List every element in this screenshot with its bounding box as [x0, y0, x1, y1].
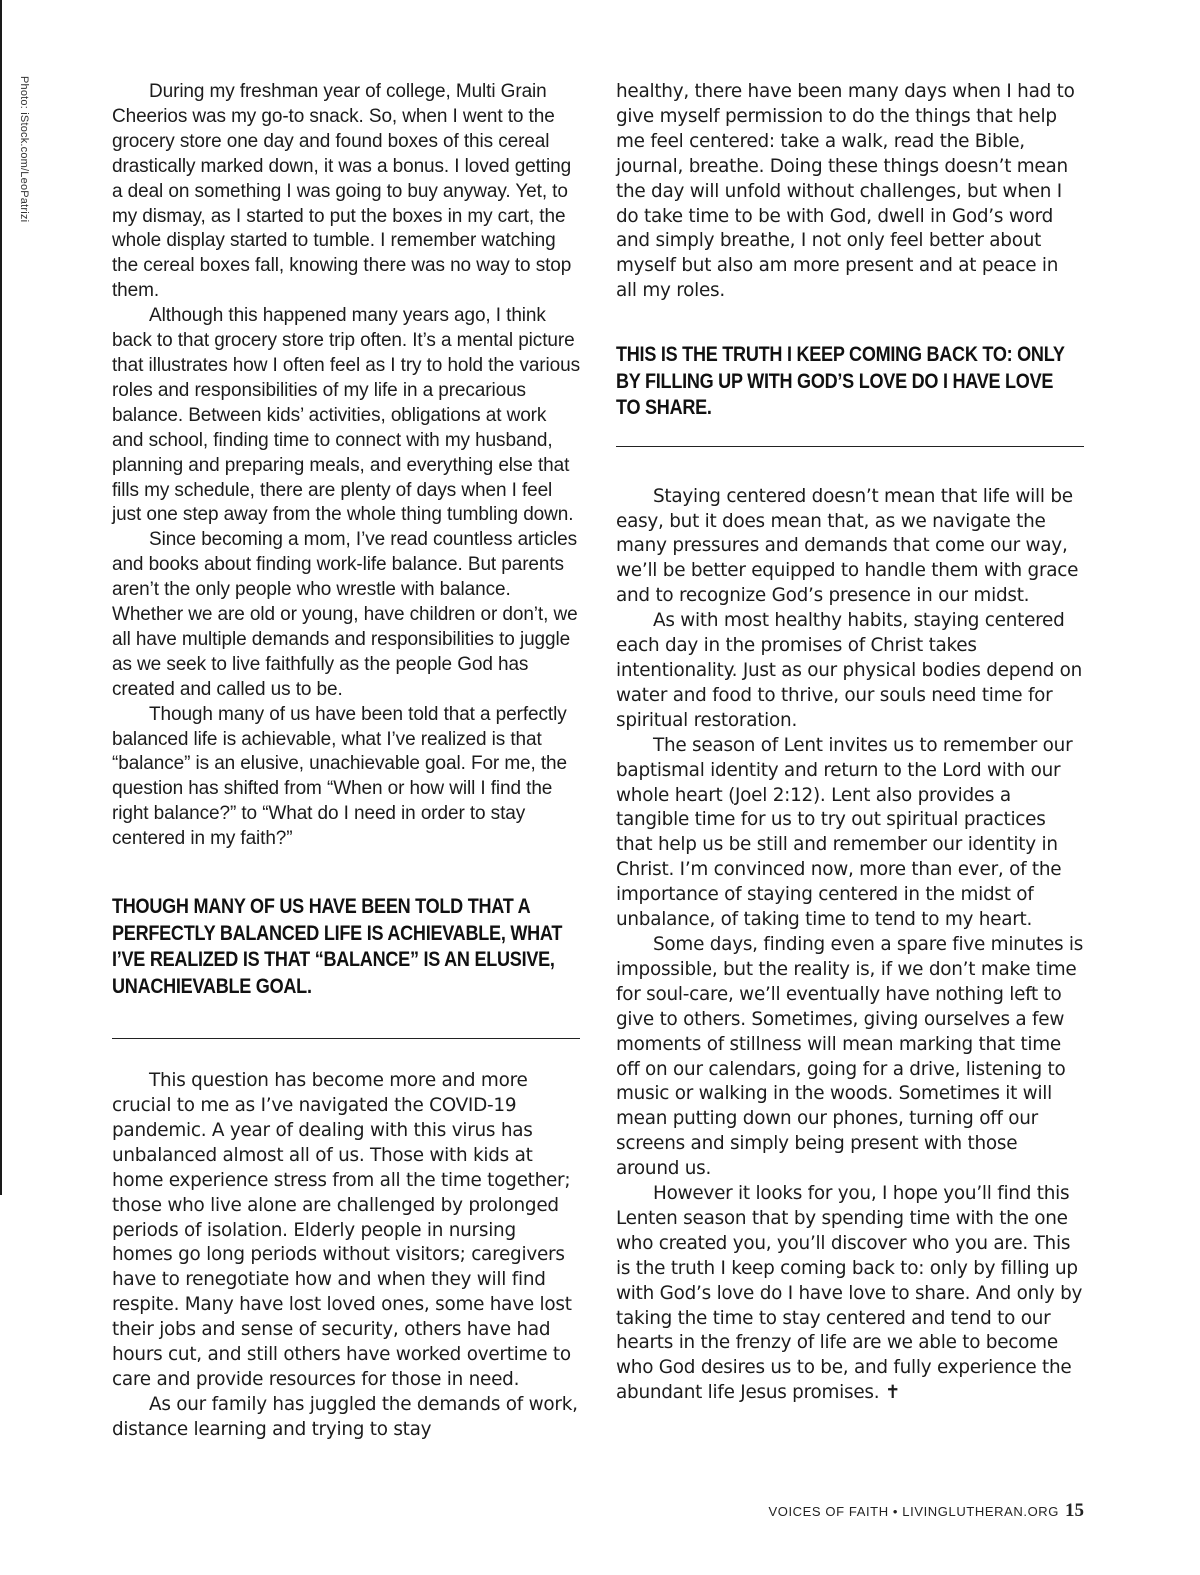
body-paragraph: As our family has juggled the demands of work, distance learning and trying to stay	[112, 1393, 578, 1440]
left-column	[112, 80, 580, 1443]
body-paragraph: healthy, there have been many days when I had to give myself permission to do the things that help me feel centered: take a walk, read the Bible, journal, breathe. Doing these things doesn’t mean the day will unfold without challenges, but when I do take time to be with God, dwell in God’s word and simply breathe, I not only feel better about myself but also am more present and at peace in all my roles.	[616, 81, 1075, 302]
body-paragraph: Although this happened many years ago, I think back to that grocery store trip often. It’s a mental picture that illustrates how I often feel as I try to hold the various roles and responsibilities of my life in a precarious balance. Between kids’ activities, obligations at work and school, finding time to connect with my husband, planning and preparing meals, and everything else that fills my schedule, there are plenty of days when I feel just one step away from the whole thing tumbling down.	[112, 305, 580, 526]
photo-credit: Photo: iStock.com/LeoPatrizi	[18, 76, 30, 223]
page-footer	[768, 1500, 1084, 1522]
page-edge-line	[0, 0, 2, 1195]
body-paragraph: Since becoming a mom, I’ve read countless articles and books about finding work-life balance. But parents aren’t the only people who wrestle with balance. Whether we are old or young, have children or don’t, we all have multiple demands and responsibilities to juggle as we seek to live faithfully as the people God has created and called us to be.	[112, 529, 578, 700]
pull-quote: THIS IS THE TRUTH I KEEP COMING BACK TO: ONLY BY FILLING UP WITH GOD’S LOVE DO I HAVE LOVE TO SHARE.	[616, 343, 1065, 420]
footer-label: VOICES OF FAITH • LIVINGLUTHERAN.ORG	[768, 1504, 1059, 1519]
body-paragraph: However it looks for you, I hope you’ll find this Lenten season that by spending time with the one who created you, you’ll discover who you are. This is the truth I keep coming back to: only by filling up with God’s love do I have love to share. And only by taking the time to stay centered and tend to our hearts in the frenzy of life are we able to become who God desires us to be, and fully experience the abundant life Jesus promises. ✝	[616, 1183, 1083, 1404]
body-paragraph: As with most healthy habits, staying centered each day in the promises of Christ takes intentionality. Just as our physical bodies depend on water and food to thrive, our souls need time for spiritual restoration.	[616, 610, 1083, 731]
body-paragraph: Though many of us have been told that a perfectly balanced life is achievable, what I’ve realized is that “balance” is an elusive, unachievable goal. For me, the question has shifted from “When or how will I find the right balance?” to “What do I need in order to stay centered in my faith?”	[112, 703, 567, 850]
page-number: 15	[1065, 1500, 1084, 1521]
body-paragraph: Staying centered doesn’t mean that life will be easy, but it does mean that, as we navigate the many pressures and demands that come our way, we’ll be better equipped to handle them with grace and to recognize God’s presence in our midst.	[616, 485, 1079, 607]
body-paragraph: Some days, finding even a spare five minutes is impossible, but the reality is, if we don’t make time for soul-care, we’ll eventually have nothing left to give to others. Sometimes, giving ourselves a few moments of stillness will mean marking that time off on our calendars, going for a drive, listening to music or walking in the woods. Sometimes it will mean putting down our phones, turning off our screens and simply being present with those around us.	[616, 933, 1084, 1180]
pull-quote: THOUGH MANY OF US HAVE BEEN TOLD THAT A PERFECTLY BALANCED LIFE IS ACHIEVABLE, WHAT I’VE REALIZED IS THAT “BALANCE” IS AN ELUSIVE, UNACHIEVABLE GOAL.	[112, 895, 563, 998]
right-column	[616, 80, 1084, 1406]
body-paragraph: During my freshman year of college, Multi Grain Cheerios was my go-to snack. So, when I went to the grocery store one day and found boxes of this cereal drastically marked down, it was a bonus. I loved getting a deal on something I was going to buy anyway. Yet, to my dismay, as I started to put the boxes in my cart, the whole display started to tumble. I remember watching the cereal boxes fall, knowing there was no way to stop them.	[112, 81, 572, 302]
body-paragraph: The season of Lent invites us to remember our baptismal identity and return to the Lord with our whole heart (Joel 2:12). Lent also provides a tangible time for us to try out spiritual practices that help us be still and remember our identity in Christ. I’m convinced now, more than ever, of the importance of staying centered in the midst of unbalance, of taking time to tend to my heart.	[616, 734, 1073, 931]
body-paragraph: This question has become more and more crucial to me as I’ve navigated the COVID-19 pandemic. A year of dealing with this virus has unbalanced almost all of us. Those with kids at home experience stress from all the time together; those who live alone are challenged by prolonged periods of isolation. Elderly people in nursing homes go long periods without visitors; caregivers have to renegotiate how and when they will find respite. Many have lost loved ones, some have lost their jobs and sense of security, others have had hours cut, and still others have worked overtime to care and provide resources for those in need.	[112, 1070, 572, 1390]
